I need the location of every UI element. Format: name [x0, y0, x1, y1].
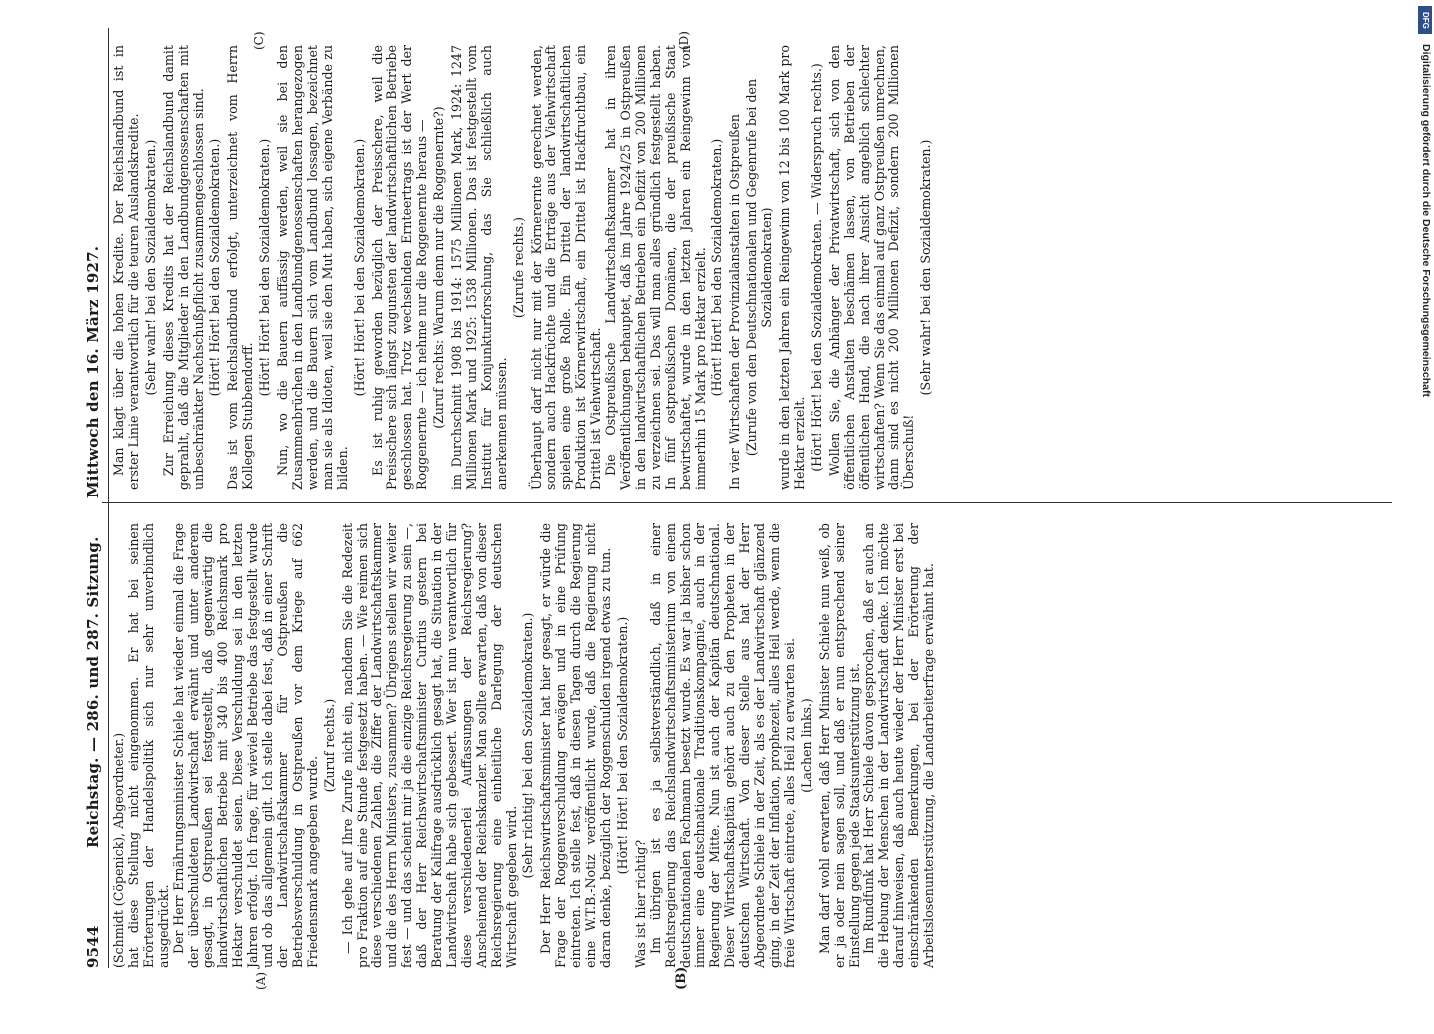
digitization-credit [1418, 4, 1434, 994]
interjection: (Hört! Hört! bei den Sozialdemokraten.) [207, 138, 223, 397]
paragraph: Nun, wo die Bauern auffässig werden, weil sie bei den Zusammenbrüchen in den Landbundgenossenschaften herangezogen werden, und die Bauern sich vom Landbund lossagen, bezeichnet man sie als Idioten, weil sie den Mut haben, sich eigene Verbände zu bilden. [275, 45, 350, 490]
dfg-logo: DFG [1418, 6, 1432, 34]
paragraph: (Schmidt (Cöpenick), Abgeordneter.) [111, 732, 126, 968]
document-page [32, 28, 1387, 990]
interjection: (Sehr wahr! bei den Sozialdemokraten.) [918, 139, 934, 396]
paragraph: hat diese Stellung nicht eingenommen. Er hat bei seinen Erörterungen der Handelspolitik sich nur sehr unverbindlich ausgedrückt. [125, 523, 171, 968]
paragraph: wurde in den letzten Jahren ein Reingewinn von 12 bis 100 Mark pro Hektar erzielt. [777, 45, 807, 490]
interjection: (Hört! Hört! bei den Sozialdemokraten.) [614, 616, 630, 875]
interjection: (Sehr richtig! bei den Sozialdemokraten.) [520, 612, 536, 879]
paragraph: Wollen Sie, die Anhänger der Privatwirtschaft, sich von den öffentlichen Anstalten beschämen lassen, von Betrieben der öffentlichen Hand, die nach ihrer Ansicht angeblich schlechter wirtschaften? Wenn Sie das einmal auf ganz Ostpreußen umrechnen, dann sind es nicht 200 Millionen Defizit, sondern 200 Millionen Überschuß! [826, 45, 917, 490]
paragraph: — Ich gehe auf Ihre Zurufe nicht ein, nachdem Sie die Redezeit pro Fraktion auf eine Stunde festgesetzt haben. — Wie reimen sich diese verschiedenen Zahlen, die Ziffer der Landwirtschaftskammer und die des Herrn Ministers, zusammen? Übrigens stellen wir weiter fest — und das scheint mir ja die einzige Reichsregierung zu sein —, daß der Herr Reichswirtschaftsminister Curtius gestern bei Beratung der Kalifrage ausdrücklich gesagt hat, die Situation in der Landwirtschaft habe sich gebessert. Wer ist nun verantwortlich für diese verschiedenerlei Auffassungen der Reichsregierung? Anscheinend der Reichskanzler. Man sollte erwarten, daß von dieser Reichsregierung eine einheitliche Darlegung der deutschen Wirtschaft gegeben wird. [339, 523, 519, 968]
interjection: (Hört! Hört! bei den Sozialdemokraten. — Widerspruch rechts.) [808, 63, 824, 472]
credit-text: Digitalisierung gefördert durch die Deutsche Forschungsgemeinschaft [1420, 44, 1432, 397]
paragraph: In vier Wirtschaften der Provinzialanstalten in Ostpreußen [727, 114, 743, 490]
interjection: (Hört! Hört! bei den Sozialdemokraten.) [351, 138, 367, 397]
paragraph: Zur Erreichung dieses Kredits hat der Reichslandbund damit geprahlt, daß die Mitglieder in den Landbundgenossenschaften mit unbeschränkter Nachschußpflicht zusammengeschlossen sind. [160, 45, 206, 490]
paragraph: Im übrigen ist es ja selbstverständlich, daß in einer Rechtsregierung das Reichslandwirtschaftsministerium von einem deutschnationalen Fachmann besetzt wurde. Es war ja bisher schon immer eine deutschnationale Traditionskompagnie, auch in der Regierung der Mitte. Nun ist auch der Kapitän deutschnational. Dieser Wirtschaftskapitän gehört auch zu den Propheten in der deutschen Wirtschaft. Von dieser Stelle aus hat der Herr Abgeordnete Schiele in der Zeit, als es der Landwirtschaft glänzend ging, in der Zeit der Inflation, prophezeit, alles Heil werde, wenn die freie Wirtschaft eintrete, alles Heil zu erwarten sei. [647, 523, 797, 968]
interjection: (Zuruf rechts.) [321, 698, 337, 793]
paragraph: Man klagt über die hohen Kredite. Der Reichslandbund ist in erster Linie verantwortlich für die teuren Auslandskredite. [111, 45, 141, 490]
column-divider [102, 502, 1392, 503]
margin-marker-b: (B) [674, 966, 689, 990]
margin-marker-d: (D) [677, 31, 691, 50]
session-title: Reichstag. — 286. und 287. Sitzung. [84, 536, 102, 848]
paragraph: im Durchschnitt 1908 bis 1914: 1575 Millionen Mark, 1924: 1247 Millionen Mark und 1925: 1538 Millionen. Das ist festgestellt vom Institut für Konjunkturforschung, das Sie schließlich auch anerkennen müssen. [449, 45, 509, 490]
left-column [112, 523, 937, 968]
paragraph: Die Ostpreußische Landwirtschaftskammer hat in ihren Veröffentlichungen behauptet, daß im Jahre 1924/25 in Ostpreußen in den landwirtschaftlichen Betrieben ein Defizit von 200 Millionen zu verzeichnen sei. Das will man alles gründlich festgestellt haben. In fünf ostpreußischen Domänen, die der preußische Staat bewirtschaftet, wurde in den letzten Jahren ein Reingewinn von immerhin 15 Mark pro Hektar erzielt. [603, 45, 708, 490]
interjection: (Zurufe rechts.) [510, 216, 526, 319]
interjection: (Zuruf rechts: Warum denn nur die Roggenernte?) [431, 106, 447, 429]
margin-marker-c: (C) [252, 31, 266, 50]
interjection: (Hört! Hört! bei den Sozialdemokraten.) [257, 138, 273, 397]
paragraph: Der Herr Reichswirtschaftsminister hat hier gesagt, er würde die Frage der Roggenverschuldung erwägen und in eine Prüfung eintreten. Ich stelle fest, daß in diesen Tagen durch die Regierung eine W.T.B.-Notiz veröffentlicht wurde, daß die Regierung nicht daran denke, bezüglich der Roggenschulden irgend etwas zu tun. [538, 523, 613, 968]
interjection: (Zurufe von den Deutschnationalen und Gegenrufe bei den Sozialdemokraten) [744, 78, 775, 457]
paragraph: Das ist vom Reichslandbund erfolgt, unterzeichnet vom Herrn Kollegen Stubbendorff. [225, 45, 256, 490]
session-date: Mittwoch den 16. März 1927. [84, 245, 102, 498]
interjection: (Sehr wahr! bei den Sozialdemokraten.) [142, 139, 158, 396]
margin-marker-a: (A) [254, 971, 268, 990]
page-header [84, 28, 110, 968]
interjection: (Lachen links.) [798, 698, 814, 793]
paragraph: Der Herr Ernährungsminister Schiele hat wieder einmal die Frage der überschuldeten Landwirtschaft erwähnt und unter anderem gesagt, in Ostpreußen sei festgestellt, daß gegenwärtig die landwirtschaftlichen Betriebe mit 340 bis 400 Reichsmark pro Hektar verschuldet seien. Diese Verschuldung sei in den letzten Jahren erfolgt. Ich frage, für wieviel Betriebe das festgestellt wurde und ob das allgemein gilt. Ich stelle dabei fest, daß in einer Schrift der Landwirtschaftskammer für Ostpreußen die Betriebsverschuldung in Ostpreußen vor dem Kriege auf 662 Friedensmark angegeben wurde. [170, 523, 320, 968]
page-number: 9544 [84, 925, 102, 968]
paragraph: Man darf wohl erwarten, daß Herr Minister Schiele nun weiß, ob er ja oder nein sagen soll, und daß er nun entsprechend seiner Einstellung gegen jede Staatsunterstützung ist. [816, 523, 862, 968]
paragraph: Im Rundfunk hat Herr Schiele davon gesprochen, daß er auch an die Hebung der Menschen in der Landwirtschaft denke. Ich möchte darauf hinweisen, daß auch heute wieder der Herr Minister erst bei einschränkenden Bemerkungen, bei der Erörterung der Arbeitslosenunterstützung, die Landarbeiterfrage erwähnt hat. [861, 523, 937, 968]
header-rule [108, 28, 109, 968]
right-column [112, 45, 937, 490]
paragraph: Es ist ruhig geworden bezüglich der Preisschere, weil die Preisschere sich längst zugunsten der landwirtschaftlichen Betriebe geschlossen hat. Trotz wechselnden Ernteertrags ist der Wert der Roggenernte — ich nehme nur die Roggenernte heraus — [369, 45, 430, 490]
interjection: (Hört! Hört! bei den Sozialdemokraten.) [709, 138, 725, 397]
paragraph: Was ist hier richtig? [632, 839, 648, 968]
paragraph: Überhaupt darf nicht nur mit der Körnerernte gerechnet werden, sondern auch Hackfrüchte und die Erträge aus der Viehwirtschaft spielen eine große Rolle. Ein Drittel der landwirtschaftlichen Produktion ist Körnerwirtschaft, ein Drittel ist Hackfruchtbau, ein Drittel ist Viehwirtschaft. [528, 45, 604, 490]
